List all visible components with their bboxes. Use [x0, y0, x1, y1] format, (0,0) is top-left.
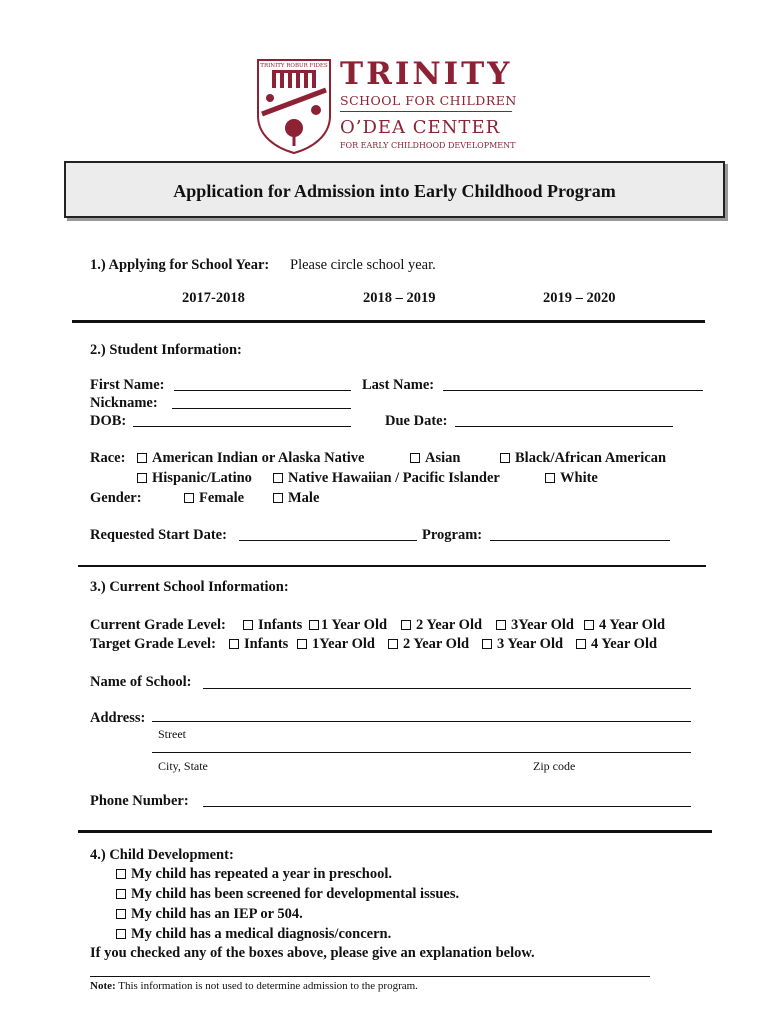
checkbox-icon[interactable]: [576, 639, 586, 649]
year-option-2[interactable]: 2018 – 2019: [363, 290, 436, 306]
gender-label: Gender:: [90, 490, 142, 506]
explanation-field[interactable]: [90, 976, 650, 977]
section-divider: [78, 830, 712, 833]
checkbox-icon[interactable]: [500, 453, 510, 463]
city-zip-field[interactable]: [152, 752, 691, 753]
gender-option-male[interactable]: Male: [273, 490, 319, 507]
logo-name: TRINITY: [340, 56, 513, 92]
city-state-caption: City, State: [158, 759, 208, 773]
checkbox-icon[interactable]: [116, 909, 126, 919]
current-grade-2yr[interactable]: 2 Year Old: [401, 617, 482, 634]
section1-instruction: Please circle school year.: [290, 257, 436, 273]
school-crest-icon: [254, 54, 334, 154]
last-name-field[interactable]: [443, 390, 703, 391]
target-grade-1yr[interactable]: 1Year Old: [297, 636, 375, 653]
checkbox-icon[interactable]: [273, 493, 283, 503]
page-title: Application for Admission into Early Childhood Program: [173, 181, 616, 201]
dob-label: DOB:: [90, 413, 127, 429]
last-name-label: Last Name:: [362, 377, 435, 393]
program-field[interactable]: [490, 540, 670, 541]
target-grade-label: Target Grade Level:: [90, 636, 216, 652]
section3-heading: 3.) Current School Information:: [90, 579, 289, 595]
checkbox-icon[interactable]: [584, 620, 594, 630]
street-caption: Street: [158, 727, 186, 741]
dev-item-screened[interactable]: My child has been screened for developmental issues.: [116, 886, 459, 903]
due-date-field[interactable]: [455, 426, 673, 427]
start-date-label: Requested Start Date:: [90, 527, 227, 543]
nickname-field[interactable]: [172, 408, 351, 409]
checkbox-icon[interactable]: [401, 620, 411, 630]
current-grade-infants[interactable]: Infants: [243, 617, 302, 634]
target-grade-infants[interactable]: Infants: [229, 636, 288, 653]
gender-option-female[interactable]: Female: [184, 490, 244, 507]
target-grade-3yr[interactable]: 3 Year Old: [482, 636, 563, 653]
race-option-black[interactable]: Black/African American: [500, 450, 666, 467]
section4-heading: 4.) Child Development:: [90, 847, 234, 863]
year-option-1[interactable]: 2017-2018: [182, 290, 245, 306]
checkbox-icon[interactable]: [410, 453, 420, 463]
race-option-native-hawaiian[interactable]: Native Hawaiian / Pacific Islander: [273, 470, 500, 487]
checkbox-icon[interactable]: [496, 620, 506, 630]
current-grade-4yr[interactable]: 4 Year Old: [584, 617, 665, 634]
explanation-prompt: If you checked any of the boxes above, please give an explanation below.: [90, 945, 535, 961]
phone-label: Phone Number:: [90, 793, 189, 809]
logo-center: O’DEA CENTER: [340, 117, 501, 138]
dev-item-iep[interactable]: My child has an IEP or 504.: [116, 906, 303, 923]
checkbox-icon[interactable]: [273, 473, 283, 483]
checkbox-icon[interactable]: [297, 639, 307, 649]
note-label: Note:: [90, 980, 116, 992]
nickname-label: Nickname:: [90, 395, 158, 411]
current-grade-1yr[interactable]: 1 Year Old: [309, 617, 387, 634]
race-option-asian[interactable]: Asian: [410, 450, 460, 467]
target-grade-2yr[interactable]: 2 Year Old: [388, 636, 469, 653]
note-text: This information is not used to determine admission to the program.: [118, 980, 418, 992]
first-name-field[interactable]: [174, 390, 351, 391]
current-grade-3yr[interactable]: 3Year Old: [496, 617, 574, 634]
checkbox-icon[interactable]: [309, 620, 319, 630]
year-option-3[interactable]: 2019 – 2020: [543, 290, 616, 306]
checkbox-icon[interactable]: [184, 493, 194, 503]
dob-field[interactable]: [133, 426, 351, 427]
school-name-label: Name of School:: [90, 674, 192, 690]
checkbox-icon[interactable]: [137, 473, 147, 483]
checkbox-icon[interactable]: [545, 473, 555, 483]
address-label: Address:: [90, 710, 146, 726]
street-field[interactable]: [152, 721, 691, 722]
logo-tagline: FOR EARLY CHILDHOOD DEVELOPMENT: [340, 141, 516, 150]
checkbox-icon[interactable]: [137, 453, 147, 463]
checkbox-icon[interactable]: [388, 639, 398, 649]
checkbox-icon[interactable]: [482, 639, 492, 649]
start-date-field[interactable]: [239, 540, 417, 541]
section-divider: [72, 320, 705, 323]
checkbox-icon[interactable]: [116, 869, 126, 879]
checkbox-icon[interactable]: [229, 639, 239, 649]
phone-field[interactable]: [203, 806, 691, 807]
checkbox-icon[interactable]: [116, 929, 126, 939]
school-logo: [254, 54, 516, 154]
checkbox-icon[interactable]: [116, 889, 126, 899]
section-divider: [78, 565, 706, 567]
footer-note: [90, 980, 418, 992]
target-grade-4yr[interactable]: 4 Year Old: [576, 636, 657, 653]
school-name-field[interactable]: [203, 688, 691, 689]
logo-school: SCHOOL FOR CHILDREN: [340, 93, 517, 108]
race-option-american-indian[interactable]: American Indian or Alaska Native: [137, 450, 364, 467]
section2-heading: 2.) Student Information:: [90, 342, 242, 358]
due-date-label: Due Date:: [385, 413, 448, 429]
race-option-hispanic[interactable]: Hispanic/Latino: [137, 470, 252, 487]
current-grade-label: Current Grade Level:: [90, 617, 226, 633]
race-option-white[interactable]: White: [545, 470, 598, 487]
program-label: Program:: [422, 527, 483, 543]
zip-caption: Zip code: [533, 759, 576, 773]
race-label: Race:: [90, 450, 126, 466]
section1-heading: 1.) Applying for School Year:: [90, 257, 270, 273]
dev-item-medical[interactable]: My child has a medical diagnosis/concern.: [116, 926, 391, 943]
svg-text:TRINITY ROBUR FIDES: TRINITY ROBUR FIDES: [260, 63, 328, 69]
checkbox-icon[interactable]: [243, 620, 253, 630]
title-box: [64, 161, 725, 218]
first-name-label: First Name:: [90, 377, 165, 393]
dev-item-repeated[interactable]: My child has repeated a year in preschool.: [116, 866, 392, 883]
